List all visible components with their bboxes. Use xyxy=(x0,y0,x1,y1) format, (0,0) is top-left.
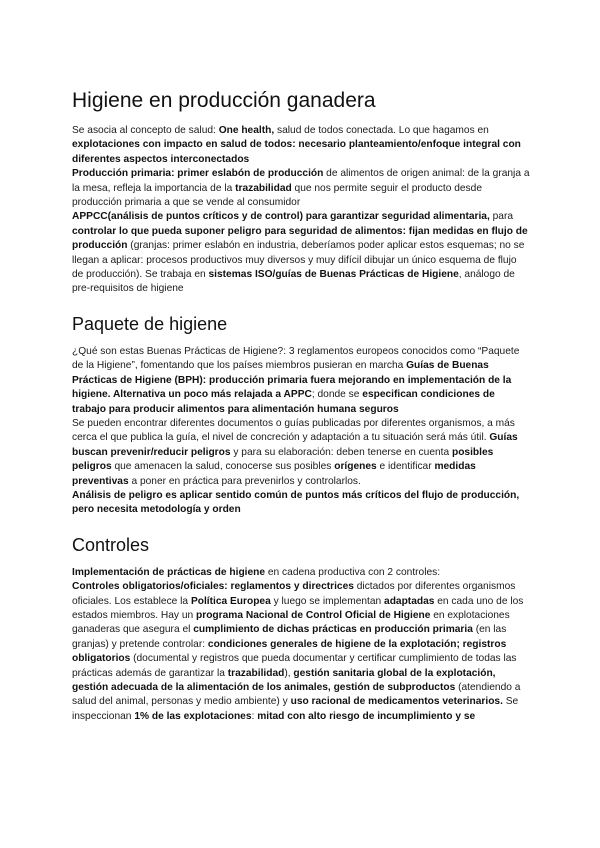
bold-text: programa Nacional de Control Oficial de Higiene xyxy=(196,609,431,621)
text-run: y para su elaboración: deben tenerse en cuenta xyxy=(230,446,452,458)
paragraph xyxy=(72,417,530,489)
text-run: que amenacen la salud, conocerse sus posibles xyxy=(111,461,335,473)
paragraph xyxy=(72,124,530,167)
text-run: a poner en práctica para prevenirlos y controlarlos. xyxy=(128,475,361,487)
text-run: que nos permite seguir el producto desde producción primaria a que se vende al consumidor xyxy=(72,182,482,209)
bold-text: cumplimiento de dichas prácticas en producción primaria xyxy=(193,624,473,636)
bold-text: condiciones generales de higiene de la explotación; registros obligatorios xyxy=(72,638,507,665)
text-run: , análogo de pre-requisitos de higiene xyxy=(72,269,515,295)
text-run: : xyxy=(251,710,258,722)
bold-text: Implementación de prácticas de higiene xyxy=(72,566,266,578)
text-run: en explotaciones ganaderas que asegura el xyxy=(72,609,510,636)
document-body xyxy=(72,124,530,724)
text-run: ; donde se xyxy=(311,389,363,401)
text-run: (en las granjas) y pretende controlar: xyxy=(72,624,507,650)
bold-text: medidas preventivas xyxy=(72,461,476,487)
text-run: ), xyxy=(284,667,294,679)
section xyxy=(72,124,530,297)
paragraph xyxy=(72,566,530,580)
text-run: Se pueden encontrar diferentes documentos o guías publicadas por diferentes organismos, a más cerca el que publica la guía, el nivel de concreción y adaptación a tu situación será más útil. xyxy=(72,417,515,444)
text-run: en cada uno de los estados miembros. Hay un xyxy=(72,595,524,621)
text-run: (atendiendo a salud del animal, personas y medio ambiente) y xyxy=(72,682,521,708)
text-run: salud de todos conectada. Lo que hagamos en xyxy=(274,125,489,136)
page-title: Higiene en producción ganadera xyxy=(72,89,376,112)
text-run: dictados por diferentes organismos oficiales. Los establece la xyxy=(72,581,516,607)
text-run: para xyxy=(489,211,514,223)
text-run: Se asocia al concepto de salud: xyxy=(72,125,219,136)
paragraph xyxy=(72,210,530,296)
text-run: en cadena productiva con 2 controles: xyxy=(265,566,441,578)
bold-text: Producción primaria: primer eslabón de producción xyxy=(72,168,324,180)
bold-text: Análisis de peligro es aplicar sentido común de puntos más críticos del flujo de producción, pero necesita metodología y orden xyxy=(72,489,520,516)
paragraph xyxy=(72,345,530,417)
bold-text: APPCC(análisis de puntos críticos y de control) para garantizar seguridad alimentaria, xyxy=(72,211,490,223)
section-heading: Paquete de higiene xyxy=(72,313,228,334)
bold-text: sistemas ISO/guías de Buenas Prácticas de Higiene xyxy=(208,269,459,281)
bold-text: especifican condiciones de trabajo para producir alimentos para alimentación humana seguros xyxy=(72,389,495,415)
text-run: y luego se implementan xyxy=(270,595,385,607)
bold-text: trazabilidad xyxy=(227,667,285,679)
section xyxy=(72,534,530,724)
bold-text: adaptadas xyxy=(384,595,435,607)
bold-text: explotaciones con impacto en salud de todos: necesario planteamiento/enfoque integral con diferentes aspectos interconectados xyxy=(72,139,521,165)
text-run: de alimentos de origen animal: de la granja a la mesa, refleja la importancia de la xyxy=(72,168,530,194)
bold-text: Guías buscan prevenir/reducir peligros xyxy=(72,432,518,458)
section xyxy=(72,313,530,518)
paragraph xyxy=(72,489,530,518)
bold-text: uso racional de medicamentos veterinarios. xyxy=(290,696,503,708)
text-run: (granjas: primer eslabón en industria, deberíamos poder aplicar estos esquemas; no se llegan a aplicar: procesos productivos muy diversos y muy difícil dibujar un único esquema de flujo de producción). Se trabaja en xyxy=(72,240,525,281)
paragraph xyxy=(72,167,530,210)
text-run: Se inspeccionan xyxy=(72,696,519,722)
bold-text: mitad con alto riesgo de incumplimiento y se xyxy=(257,710,476,722)
bold-text: Controles obligatorios/oficiales: reglamentos y directrices xyxy=(72,581,354,593)
bold-text: Política Europea xyxy=(190,595,271,607)
bold-text: gestión sanitaria global de la explotación, gestión adecuada de la alimentación de los animales, gestión de subproductos xyxy=(72,667,496,693)
bold-text: trazabilidad xyxy=(235,182,292,194)
bold-text: One health, xyxy=(218,125,275,136)
text-run: e identificar xyxy=(376,461,435,473)
bold-text: Guías de Buenas Prácticas de Higiene (BPH): producción primaria fuera mejorando en implementación de la higiene. Alternativa un poco más relajada a APPC xyxy=(72,360,512,401)
bold-text: orígenes xyxy=(334,461,377,473)
bold-text: posibles peligros xyxy=(72,446,494,473)
bold-text: 1% de las explotaciones xyxy=(134,710,252,722)
bold-text: controlar lo que pueda suponer peligro para seguridad de alimentos: fijan medidas en flujo de producción xyxy=(72,225,528,252)
text-run: ¿Qué son estas Buenas Prácticas de Higiene?: 3 reglamentos europeos conocidos como “Paquete de la Higiene”, fomentando que los países miembros pusieran en marcha xyxy=(72,345,520,372)
section-heading: Controles xyxy=(72,534,150,555)
paragraph xyxy=(72,580,530,724)
text-run: (documental y registros que pueda documentar y certificar cumplimiento de todas las prácticas además de garantizar la xyxy=(72,653,517,679)
